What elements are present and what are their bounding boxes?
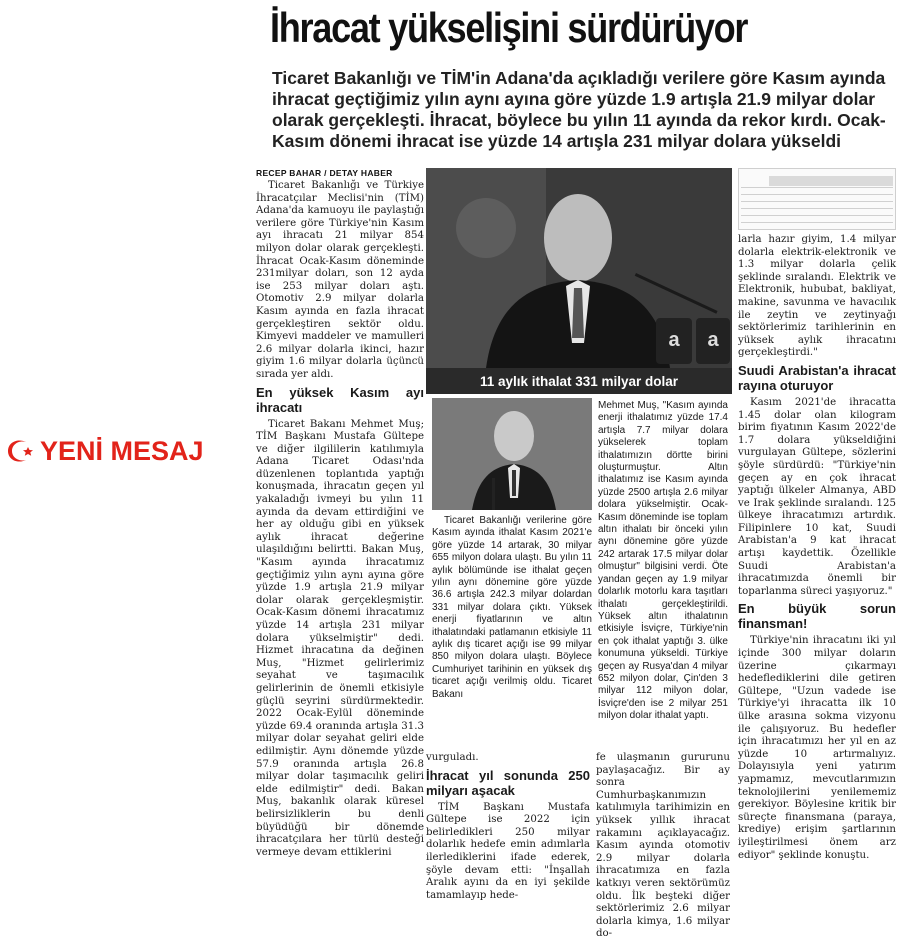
column-4 <box>738 234 896 894</box>
subheading: İhracat yıl sonunda 250 milyarı aşacak <box>426 767 590 798</box>
subheading: En büyük sorun finansman! <box>738 601 896 632</box>
table-rule <box>741 187 893 188</box>
paragraph: TİM Başkanı Mustafa Gültepe ise 2022 için belirledikleri 250 milyar dolarlık hedefe emin adımlarla ilerlediklerini ifade ederek, şöyle devam etti: "İnşallah Aralık ayını da en iyi şekilde tamamlayıp hede- <box>426 801 590 901</box>
paragraph: Türkiye'nin ihracatını iki yıl içinde 300 milyar doların üzerine çıkarmayı hedeflediklerini dile getiren Gültepe, "Uzun vadede ise Türkiye'yi ihracatta ilk 10 ülke arasına sokma vizyonu ile çalışıyoruz. Bu hedefler için ihracatımızı her yıl en az yüzde 10 artırmalıyız. Dolayısıyla yeni yatırım yapmamız, mevcutlarımızın teknolojilerini yenilememiz gerekiyor. Böylesine kritik bir süreçte finansmana (paraya, krediye) erişim şartlarının iyileştirilmesi önem arz ediyor" şeklinde konuştu. <box>738 635 896 861</box>
column-1 <box>256 180 424 890</box>
table-header-band <box>769 176 893 186</box>
subheading: En yüksek Kasım ayı ihracatı <box>256 384 424 415</box>
column-3-upper <box>598 400 728 745</box>
paragraph: vurguladı. <box>426 752 479 763</box>
column-2-lower <box>426 752 590 901</box>
paragraph: Kasım 2021'de ihracatta 1.45 dolar olan kilogram birim fiyatının Kasım 2022'de 1.7 dolara yükseldiğini vurgulayan Gültepe, sözlerini şöyle sürdürdü: "Türkiye'nin geçen ay en çok ihracat yaptığı ülkeler Almanya, ABD ve Irak şeklinde sıralandı. 125 ülkeye ihracatımızı artırdık. Filipinlere 10 kat, Suudi Arabistan'a 9 kat ihracat artışı kaydettik. Özellikle Suudi Arabistan'a ihracatımızda önemli bir toparlanma süreci yaşıyoruz." <box>738 396 896 597</box>
subheading: Suudi Arabistan'a ihracat rayına oturuyor <box>738 362 896 393</box>
column-2-upper <box>432 515 592 745</box>
paragraph: fe ulaşmanın gururunu paylaşacağız. Bir ay sonra Cumhurbaşkanımızın katılımıyla tarihimizin en yüksek yıllık ihracat rakamını açıklayacağız. Kasım ayında otomotiv 2.9 milyar dolarla ihracatımıza en fazla katkıyı veren sektörümüz oldu. İlk beşteki diğer sektörlerimiz 2.6 milyar dolarla kimya, 1.6 milyar do- <box>596 752 730 940</box>
table-rule <box>741 208 893 209</box>
column-3-lower <box>596 752 730 940</box>
photo-main <box>426 168 732 368</box>
newspaper-logo <box>4 434 254 468</box>
table-rule <box>741 215 893 216</box>
paragraph: Ticaret Bakanı Mehmet Muş; TİM Başkanı Mustafa Gültepe ve diğer ilgililerin katılımıyla Adana Ticaret Odası'nda düzenlenen toplantıda yaptığı konuşmada, ihracatın geçen yıl yakaladığı ivmeyi bu yılın 11 ayında da devam ettirdiğini ve her ay olduğu gibi en yüksek aylık ihracat değerine ulaşıldığını belirtti. Bakan Muş, "Kasım ayında ihracatımız geçtiğimiz yılın aynı ayına göre yüzde 1.9 artışla 21.9 milyar dolar olarak gerçekleşmiştir. Ocak-Kasım dönemi ihracatımız yüzde 14 artışla 231 milyar dolara yükselmiştir" dedi. Hizmet ihracatına da değinen Muş, "Hizmet gelirlerimiz seyahat ve taşımacılık gelirlerinin de önemli etkisiyle güçlü seyrini sürdürmektedir. 2022 Ocak-Eylül döneminde yüzde 69.4 oranında artışla 31.3 milyar dolar seyahat geliri elde edilmiştir. Aynı dönemde yüzde 57.9 oranında artışla 26.8 milyar dolar taşımacılık geliri elde edilmiştir" dedi. Bakan Muş, bakanlık olarak küresel belirsizliklerin bu denli büyüdüğü bir dönemde ihracatçılara her türlü desteği vermeye devam ettiklerini <box>256 418 424 858</box>
crescent-star-icon <box>4 436 38 466</box>
photo-small <box>432 398 592 510</box>
logo-text: YENİ MESAJ <box>40 435 204 466</box>
lede: Ticaret Bakanlığı ve TİM'in Adana'da açıkladığı verilere göre Kasım ayında ihracat geçtiğimiz yılın aynı ayına göre yüzde 1.9 artışla 21.9 milyar dolar olarak gerçekleşti. İhracat, böylece bu yılın 11 ayında da rekor kırdı. Ocak-Kasım dönemi ihracat ise yüzde 14 artışla 231 milyar dolara yükseldi <box>272 68 886 151</box>
svg-text:a: a <box>668 329 680 351</box>
table-rule <box>741 222 893 223</box>
person-photo-illustration <box>426 168 732 368</box>
table-rule <box>741 194 893 195</box>
paragraph: Mehmet Muş, "Kasım ayında enerji ithalatımız yüzde 17.4 artışla 7.7 milyar dolara yükselerek toplam ithalatımızın dörtte birini oluşturmuştur. Altın ithalatımız ise Kasım ayında yüzde 2500 artışla 2.6 milyar dolara yükselmiştir. Ocak-Kasım döneminde ise toplam altın ithalatı bir önceki yılın aynı dönemine göre yüzde 242 artarak 17.5 milyar dolar olmuştur" bilgisini verdi. Öte yandan geçen ay 1.9 milyar dolarlık motorlu kara taşıtları ithalatı gerçekleştirildi. Yüksek altın ithalatının etkisiyle İsviçre, Türkiye'nin en çok ithalat yaptığı 3. ülke konumuna yükseldi. Türkiye geçen ay Rusya'dan 4 milyar 652 milyon dolar, Çin'den 3 milyar 112 milyon dolar, İsviçre'den ise 2 milyar 251 milyon dolar ithalat yaptı. <box>598 400 728 722</box>
paragraph: Ticaret Bakanlığı verilerine göre Kasım ayında ithalat Kasım 2021'e göre yüzde 14 artarak, 30 milyar 655 milyon dolara ulaştı. Bu yılın 11 aylık bölümünde ise ithalat geçen yılın aynı dönemine göre yüzde 36.6 artışla 242.3 milyar dolardan 331 milyar dolara çıktı. Yüksek enerji fiyatlarının ve altın ithalatındaki patlamanın etkisiyle 11 aylık dış ticaret açığı ise 99 milyar 850 milyon dolara ulaştı. Böylece Cumhuriyet tarihinin en yüksek dış ticaret açığı verilmiş oldu. Ticaret Bakanı <box>432 515 592 700</box>
headline: İhracat yükselişini sürdürüyor <box>270 4 748 51</box>
photo-caption-bar: 11 aylık ithalat 331 milyar dolar <box>426 368 732 394</box>
minister-photo-illustration <box>432 398 592 510</box>
data-table-image <box>738 168 896 230</box>
paragraph: Ticaret Bakanlığı ve Türkiye İhracatçılar Meclisi'nin (TİM) Adana'da kamuoyu ile paylaştığı verilere göre Türkiye'nin Kasım ayı ihracatı 21 milyar 854 milyon dolar olarak gerçekleşti. İhracat Ocak-Kasım döneminde 231milyar doları, son 12 ayda ise 253 milyar doları aştı. Otomotiv 2.9 milyar dolarla Kasım ayında en fazla ihracat gerçekleştiren sektör oldu. Kimyevi maddeler ve mamulleri 2.6 milyar dolarla ikinci, hazır giyim 1.6 milyar dolarla üçüncü sırada yer aldı. <box>256 180 424 380</box>
table-rule <box>741 201 893 202</box>
paragraph: larla hazır giyim, 1.4 milyar dolarla elektrik-elektronik ve 1.3 milyar dolarla çelik şeklinde sıralandı. Elektrik ve Elektronik, hububat, bakliyat, makine, savunma ve havacılık ile zeytin ve zeytinyağı sektörlerimiz tarihlerinin en yüksek aylık ihracatını gerçekleştirdi." <box>738 234 896 359</box>
byline: RECEP BAHAR / DETAY HABER <box>256 168 393 178</box>
svg-text:a: a <box>707 329 719 351</box>
